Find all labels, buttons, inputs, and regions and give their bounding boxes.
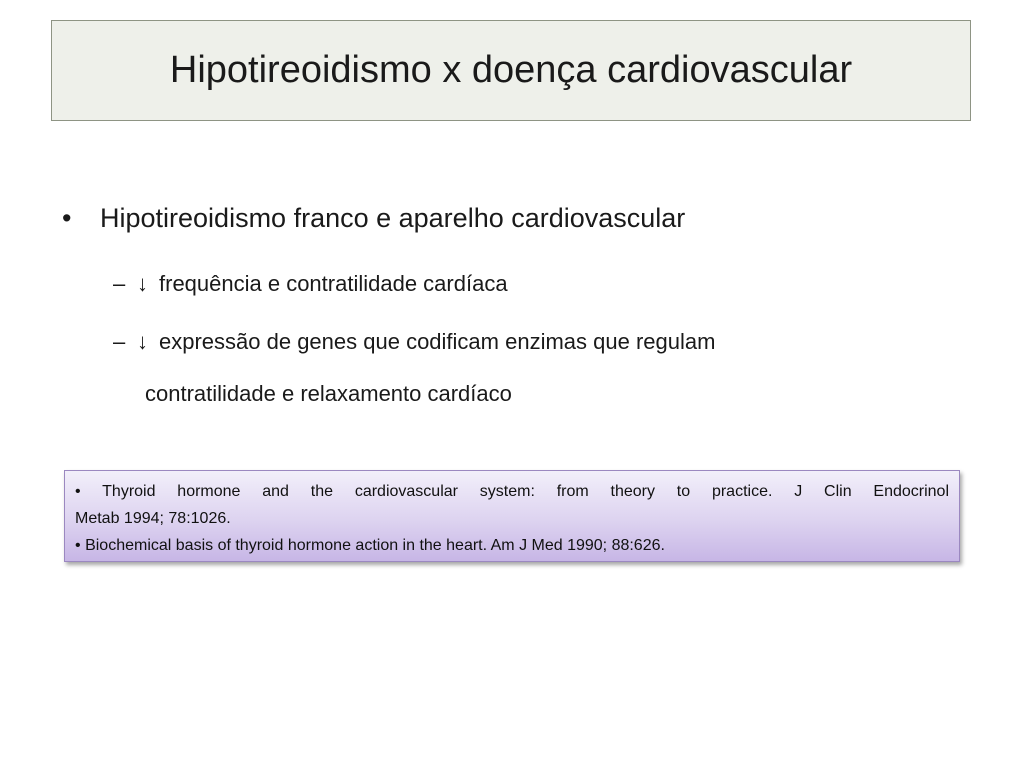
slide-title: Hipotireoidismo x doença cardiovascular (169, 49, 853, 91)
sub-bullet-text: expressão de genes que codificam enzimas que regulam (159, 329, 716, 354)
dash-marker: – (113, 271, 126, 296)
down-arrow-icon: ↓ (137, 271, 148, 296)
sub-bullet-continuation: contratilidade e relaxamento cardíaco (145, 381, 512, 406)
reference-text: Thyroid hormone and the cardiovascular system: from theory to practice. J Clin Endocrinol (102, 483, 950, 500)
main-bullet-text: Hipotireoidismo franco e aparelho cardiovascular (100, 203, 686, 233)
reference-2 (75, 532, 949, 559)
reference-marker: • (75, 483, 81, 500)
bullet-marker: • (62, 203, 72, 233)
reference-1-line-1 (75, 478, 949, 505)
title-box (51, 20, 971, 121)
dash-marker: – (113, 329, 126, 354)
sub-bullet-gene-expression (113, 329, 715, 355)
reference-marker: • (75, 537, 81, 554)
references-box (64, 470, 960, 562)
down-arrow-icon: ↓ (137, 329, 148, 354)
sub-bullet-frequency (113, 271, 508, 297)
reference-text: Biochemical basis of thyroid hormone action in the heart. Am J Med 1990; 88:626. (85, 537, 665, 554)
sub-bullet-text: frequência e contratilidade cardíaca (159, 271, 508, 296)
main-bullet (62, 203, 685, 234)
reference-1-line-2: Metab 1994; 78:1026. (75, 510, 231, 527)
